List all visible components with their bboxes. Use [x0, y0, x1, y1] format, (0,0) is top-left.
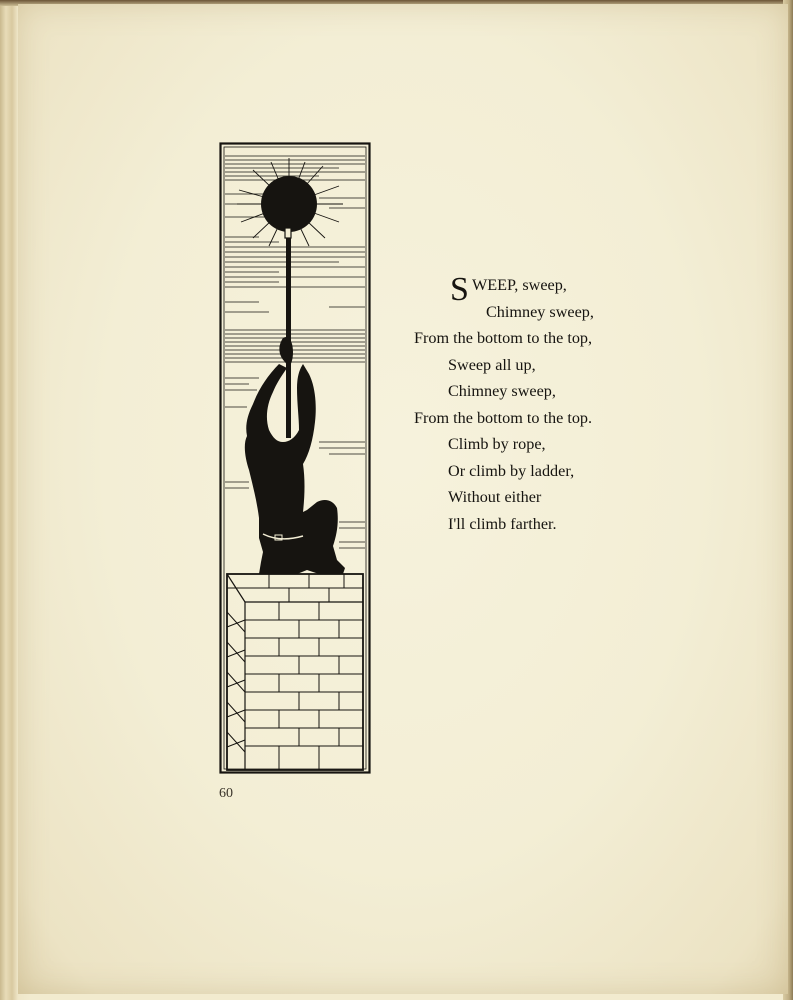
poem-line: Climb by rope,	[448, 435, 546, 453]
poem-line: From the bottom to the top.	[414, 408, 593, 427]
poem-line: From the bottom to the top,	[414, 329, 593, 347]
chimney	[227, 574, 363, 770]
poem-line-1	[414, 271, 674, 308]
poem-line: Chimney sweep,	[486, 302, 594, 321]
poem-line-1-text: WEEP, sweep,	[472, 276, 567, 294]
brush-head	[261, 176, 317, 232]
poem	[414, 272, 674, 537]
poem-line: Or climb by ladder,	[448, 461, 575, 480]
page-number: 60	[219, 786, 233, 801]
poem-line: Sweep all up,	[448, 355, 536, 374]
drop-cap: S	[450, 271, 469, 308]
chimney-sweep-illustration	[219, 142, 371, 774]
poem-line: Without either	[448, 488, 542, 506]
poem-line: Chimney sweep,	[448, 382, 556, 400]
chimney-bricks	[227, 574, 363, 770]
poem-line: I'll climb farther.	[448, 514, 557, 533]
